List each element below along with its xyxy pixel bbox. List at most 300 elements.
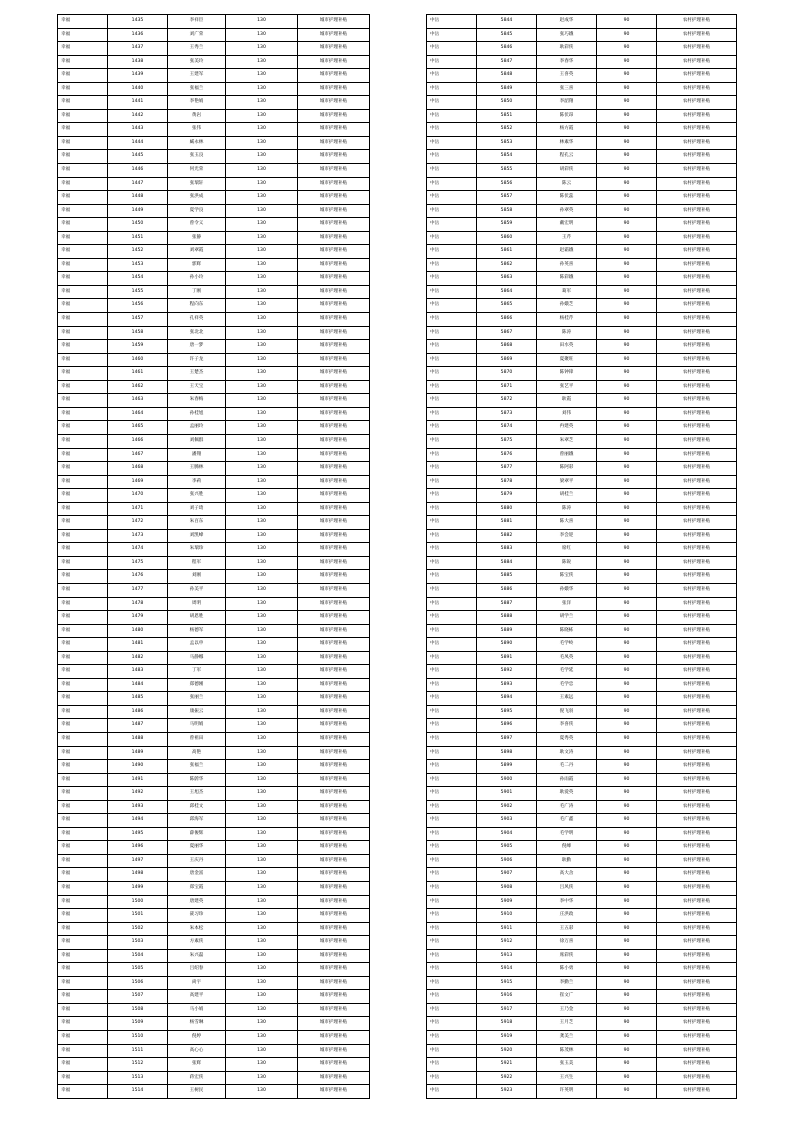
type-cell: 城市护理补贴 [298,692,370,706]
table-row [427,976,737,990]
type-cell: 农村护理补贴 [657,96,737,110]
town-cell: 中岳 [427,800,477,814]
name-cell: 马小娟 [168,1003,226,1017]
town-cell: 中岳 [427,394,477,408]
amount-cell: 130 [226,1017,298,1031]
name-cell: 朱本松 [168,922,226,936]
type-cell: 城市护理补贴 [298,123,370,137]
number-cell: 1475 [108,556,168,570]
type-cell: 城市护理补贴 [298,909,370,923]
type-cell: 城市护理补贴 [298,800,370,814]
number-cell: 1504 [108,949,168,963]
type-cell: 农村护理补贴 [657,367,737,381]
number-cell: 5898 [477,746,537,760]
number-cell: 5919 [477,1031,537,1045]
name-cell: 吕风侠 [537,882,597,896]
number-cell: 1440 [108,82,168,96]
type-cell: 城市护理补贴 [298,976,370,990]
number-cell: 1468 [108,462,168,476]
amount-cell: 130 [226,597,298,611]
town-cell: 幸福 [58,1085,108,1099]
town-cell: 幸福 [58,827,108,841]
amount-cell: 130 [226,231,298,245]
town-cell: 幸福 [58,367,108,381]
name-cell: 刘刚 [168,570,226,584]
town-cell: 幸福 [58,380,108,394]
town-cell: 幸福 [58,1031,108,1045]
number-cell: 5879 [477,489,537,503]
number-cell: 1467 [108,448,168,462]
number-cell: 5875 [477,434,537,448]
town-cell: 中岳 [427,841,477,855]
table-row [58,1071,370,1085]
number-cell: 5855 [477,164,537,178]
type-cell: 城市护理补贴 [298,990,370,1004]
town-cell: 中岳 [427,313,477,327]
amount-cell: 130 [226,583,298,597]
table-row [58,556,370,570]
number-cell: 1498 [108,868,168,882]
amount-cell: 90 [597,746,657,760]
amount-cell: 90 [597,963,657,977]
type-cell: 农村护理补贴 [657,692,737,706]
number-cell: 5896 [477,719,537,733]
town-cell: 中岳 [427,434,477,448]
number-cell: 1503 [108,936,168,950]
town-cell: 中岳 [427,204,477,218]
table-row [427,570,737,584]
type-cell: 农村护理补贴 [657,258,737,272]
town-cell: 幸福 [58,570,108,584]
name-cell: 张静 [168,231,226,245]
table-row [58,380,370,394]
number-cell: 5909 [477,895,537,909]
table-row [58,407,370,421]
type-cell: 农村护理补贴 [657,394,737,408]
amount-cell: 90 [597,651,657,665]
type-cell: 城市护理补贴 [298,340,370,354]
type-cell: 农村护理补贴 [657,272,737,286]
amount-cell: 130 [226,543,298,557]
amount-cell: 130 [226,760,298,774]
amount-cell: 90 [597,326,657,340]
amount-cell: 90 [597,285,657,299]
name-cell: 张瑞轩 [168,177,226,191]
type-cell: 城市护理补贴 [298,570,370,584]
town-cell: 幸福 [58,407,108,421]
number-cell: 5903 [477,814,537,828]
number-cell: 1469 [108,475,168,489]
type-cell: 农村护理补贴 [657,719,737,733]
name-cell: 林素华 [537,136,597,150]
number-cell: 5856 [477,177,537,191]
name-cell: 田水英 [537,340,597,354]
amount-cell: 130 [226,191,298,205]
table-row [427,990,737,1004]
amount-cell: 90 [597,570,657,584]
amount-cell: 130 [226,462,298,476]
number-cell: 5906 [477,854,537,868]
name-cell: 唐金富 [168,868,226,882]
number-cell: 1473 [108,529,168,543]
type-cell: 城市护理补贴 [298,936,370,950]
type-cell: 农村护理补贴 [657,963,737,977]
type-cell: 农村护理补贴 [657,245,737,259]
name-cell: 朱翠芝 [537,434,597,448]
type-cell: 城市护理补贴 [298,1085,370,1099]
table-row [427,109,737,123]
number-cell: 5863 [477,272,537,286]
name-cell: 李春华 [537,55,597,69]
type-cell: 城市护理补贴 [298,218,370,232]
amount-cell: 90 [597,922,657,936]
town-cell: 中岳 [427,42,477,56]
name-cell: 孙小玲 [168,272,226,286]
table-row [427,651,737,665]
town-cell: 幸福 [58,55,108,69]
number-cell: 5847 [477,55,537,69]
type-cell: 农村护理补贴 [657,556,737,570]
town-cell: 中岳 [427,28,477,42]
number-cell: 5845 [477,28,537,42]
number-cell: 5862 [477,258,537,272]
type-cell: 农村护理补贴 [657,150,737,164]
number-cell: 1501 [108,909,168,923]
town-cell: 中岳 [427,1044,477,1058]
type-cell: 农村护理补贴 [657,529,737,543]
number-cell: 1481 [108,638,168,652]
number-cell: 5877 [477,462,537,476]
number-cell: 5874 [477,421,537,435]
town-cell: 中岳 [427,340,477,354]
town-cell: 中岳 [427,69,477,83]
table-row [427,814,737,828]
type-cell: 农村护理补贴 [657,922,737,936]
number-cell: 1466 [108,434,168,448]
number-cell: 1441 [108,96,168,110]
name-cell: 耿文涛 [537,746,597,760]
table-row [427,922,737,936]
amount-cell: 130 [226,204,298,218]
amount-cell: 90 [597,841,657,855]
name-cell: 孙桂旭 [168,407,226,421]
type-cell: 农村护理补贴 [657,854,737,868]
table-row [427,353,737,367]
table-row [58,692,370,706]
number-cell: 5907 [477,868,537,882]
type-cell: 城市护理补贴 [298,462,370,476]
amount-cell: 130 [226,624,298,638]
amount-cell: 90 [597,1044,657,1058]
type-cell: 农村护理补贴 [657,191,737,205]
number-cell: 5859 [477,218,537,232]
number-cell: 5905 [477,841,537,855]
table-row [58,313,370,327]
number-cell: 1506 [108,976,168,990]
table-row [427,326,737,340]
name-cell: 王旭杰 [168,787,226,801]
town-cell: 中岳 [427,638,477,652]
table-row [58,421,370,435]
amount-cell: 130 [226,15,298,29]
number-cell: 1512 [108,1058,168,1072]
type-cell: 农村护理补贴 [657,665,737,679]
number-cell: 5910 [477,909,537,923]
type-cell: 农村护理补贴 [657,773,737,787]
town-cell: 中岳 [427,489,477,503]
name-cell: 程向东 [168,299,226,313]
amount-cell: 130 [226,976,298,990]
table-row [58,570,370,584]
table-row [58,787,370,801]
name-cell: 孔祥英 [168,313,226,327]
number-cell: 1443 [108,123,168,137]
amount-cell: 130 [226,692,298,706]
town-cell: 幸福 [58,82,108,96]
name-cell: 方素侠 [168,936,226,950]
amount-cell: 130 [226,177,298,191]
name-cell: 杨雪琳 [168,1017,226,1031]
name-cell: 夏聚旺 [537,353,597,367]
table-row [58,854,370,868]
number-cell: 5876 [477,448,537,462]
amount-cell: 130 [226,380,298,394]
type-cell: 城市护理补贴 [298,868,370,882]
type-cell: 农村护理补贴 [657,827,737,841]
number-cell: 1514 [108,1085,168,1099]
table-row [427,719,737,733]
amount-cell: 130 [226,394,298,408]
rural-subsidy-table [426,14,737,1099]
town-cell: 中岳 [427,732,477,746]
table-row [58,340,370,354]
amount-cell: 130 [226,909,298,923]
amount-cell: 130 [226,42,298,56]
town-cell: 中岳 [427,854,477,868]
town-cell: 中岳 [427,502,477,516]
name-cell: 曾令义 [168,218,226,232]
name-cell: 毛二丹 [537,760,597,774]
number-cell: 5922 [477,1071,537,1085]
amount-cell: 90 [597,827,657,841]
table-row [58,963,370,977]
number-cell: 5921 [477,1058,537,1072]
town-cell: 幸福 [58,1044,108,1058]
name-cell: 张兴胜 [168,489,226,503]
type-cell: 城市护理补贴 [298,787,370,801]
town-cell: 幸福 [58,990,108,1004]
type-cell: 农村护理补贴 [657,218,737,232]
town-cell: 幸福 [58,96,108,110]
type-cell: 城市护理补贴 [298,353,370,367]
amount-cell: 130 [226,841,298,855]
name-cell: 刘子琦 [168,502,226,516]
table-row [58,611,370,625]
town-cell: 中岳 [427,231,477,245]
town-cell: 幸福 [58,326,108,340]
name-cell: 耿勤 [537,854,597,868]
table-row [427,69,737,83]
town-cell: 中岳 [427,949,477,963]
amount-cell: 130 [226,123,298,137]
type-cell: 城市护理补贴 [298,367,370,381]
town-cell: 中岳 [427,922,477,936]
town-cell: 幸福 [58,597,108,611]
amount-cell: 90 [597,313,657,327]
town-cell: 中岳 [427,1031,477,1045]
table-row [58,909,370,923]
town-cell: 幸福 [58,732,108,746]
amount-cell: 130 [226,1031,298,1045]
town-cell: 幸福 [58,543,108,557]
town-cell: 中岳 [427,367,477,381]
table-row [427,285,737,299]
amount-cell: 90 [597,760,657,774]
number-cell: 5908 [477,882,537,896]
town-cell: 幸福 [58,529,108,543]
town-cell: 中岳 [427,448,477,462]
number-cell: 5893 [477,678,537,692]
table-row [58,299,370,313]
town-cell: 幸福 [58,123,108,137]
number-cell: 1454 [108,272,168,286]
number-cell: 5885 [477,570,537,584]
name-cell: 郑宝霞 [168,882,226,896]
number-cell: 5861 [477,245,537,259]
name-cell: 倪婷 [168,1031,226,1045]
table-row [58,1031,370,1045]
name-cell: 李勤兰 [537,976,597,990]
table-row [427,583,737,597]
town-cell: 幸福 [58,434,108,448]
amount-cell: 90 [597,367,657,381]
town-cell: 中岳 [427,299,477,313]
amount-cell: 90 [597,489,657,503]
amount-cell: 90 [597,895,657,909]
number-cell: 1455 [108,285,168,299]
type-cell: 农村护理补贴 [657,231,737,245]
town-cell: 幸福 [58,502,108,516]
type-cell: 农村护理补贴 [657,462,737,476]
table-row [427,42,737,56]
number-cell: 1457 [108,313,168,327]
town-cell: 中岳 [427,746,477,760]
table-row [427,787,737,801]
town-cell: 中岳 [427,1071,477,1085]
table-row [427,841,737,855]
type-cell: 城市护理补贴 [298,69,370,83]
type-cell: 城市护理补贴 [298,204,370,218]
type-cell: 农村护理补贴 [657,760,737,774]
table-row [427,665,737,679]
number-cell: 5860 [477,231,537,245]
town-cell: 中岳 [427,1085,477,1099]
town-cell: 中岳 [427,258,477,272]
number-cell: 5890 [477,638,537,652]
type-cell: 农村护理补贴 [657,705,737,719]
name-cell: 胡桂兰 [537,489,597,503]
name-cell: 陈大喜 [537,516,597,530]
name-cell: 张辉 [168,1058,226,1072]
amount-cell: 130 [226,665,298,679]
name-cell: 曾祖田 [168,732,226,746]
type-cell: 农村护理补贴 [657,109,737,123]
type-cell: 城市护理补贴 [298,760,370,774]
table-row [58,1044,370,1058]
name-cell: 席红 [537,543,597,557]
town-cell: 幸福 [58,191,108,205]
number-cell: 5871 [477,380,537,394]
number-cell: 1456 [108,299,168,313]
name-cell: 王天宝 [168,380,226,394]
town-cell: 幸福 [58,177,108,191]
table-row [58,55,370,69]
name-cell: 张福兰 [168,760,226,774]
table-row [58,624,370,638]
table-row [427,55,737,69]
table-row [427,1058,737,1072]
table-row [58,28,370,42]
name-cell: 尚宇 [168,976,226,990]
name-cell: 耿爱英 [537,787,597,801]
table-row [427,895,737,909]
table-row [58,109,370,123]
type-cell: 城市护理补贴 [298,407,370,421]
number-cell: 5865 [477,299,537,313]
name-cell: 张福兰 [168,82,226,96]
town-cell: 幸福 [58,1017,108,1031]
type-cell: 城市护理补贴 [298,489,370,503]
name-cell: 庄洪政 [537,909,597,923]
amount-cell: 130 [226,421,298,435]
number-cell: 5912 [477,936,537,950]
number-cell: 5878 [477,475,537,489]
amount-cell: 130 [226,69,298,83]
amount-cell: 130 [226,448,298,462]
amount-cell: 130 [226,1003,298,1017]
type-cell: 农村护理补贴 [657,299,737,313]
name-cell: 唐建英 [168,895,226,909]
name-cell: 王月芝 [537,1017,597,1031]
name-cell: 曾丽娥 [537,448,597,462]
table-row [58,258,370,272]
number-cell: 5858 [477,204,537,218]
number-cell: 1446 [108,164,168,178]
town-cell: 中岳 [427,773,477,787]
town-cell: 中岳 [427,814,477,828]
number-cell: 1437 [108,42,168,56]
number-cell: 5848 [477,69,537,83]
number-cell: 1509 [108,1017,168,1031]
town-cell: 幸福 [58,285,108,299]
type-cell: 城市护理补贴 [298,272,370,286]
amount-cell: 90 [597,556,657,570]
name-cell: 毛学忠 [537,678,597,692]
type-cell: 农村护理补贴 [657,15,737,29]
name-cell: 郑德刚 [168,678,226,692]
amount-cell: 130 [226,326,298,340]
amount-cell: 130 [226,651,298,665]
table-row [427,611,737,625]
type-cell: 城市护理补贴 [298,651,370,665]
type-cell: 农村护理补贴 [657,624,737,638]
table-row [58,760,370,774]
town-cell: 幸福 [58,678,108,692]
amount-cell: 90 [597,258,657,272]
type-cell: 农村护理补贴 [657,800,737,814]
table-row [427,272,737,286]
town-cell: 幸福 [58,475,108,489]
